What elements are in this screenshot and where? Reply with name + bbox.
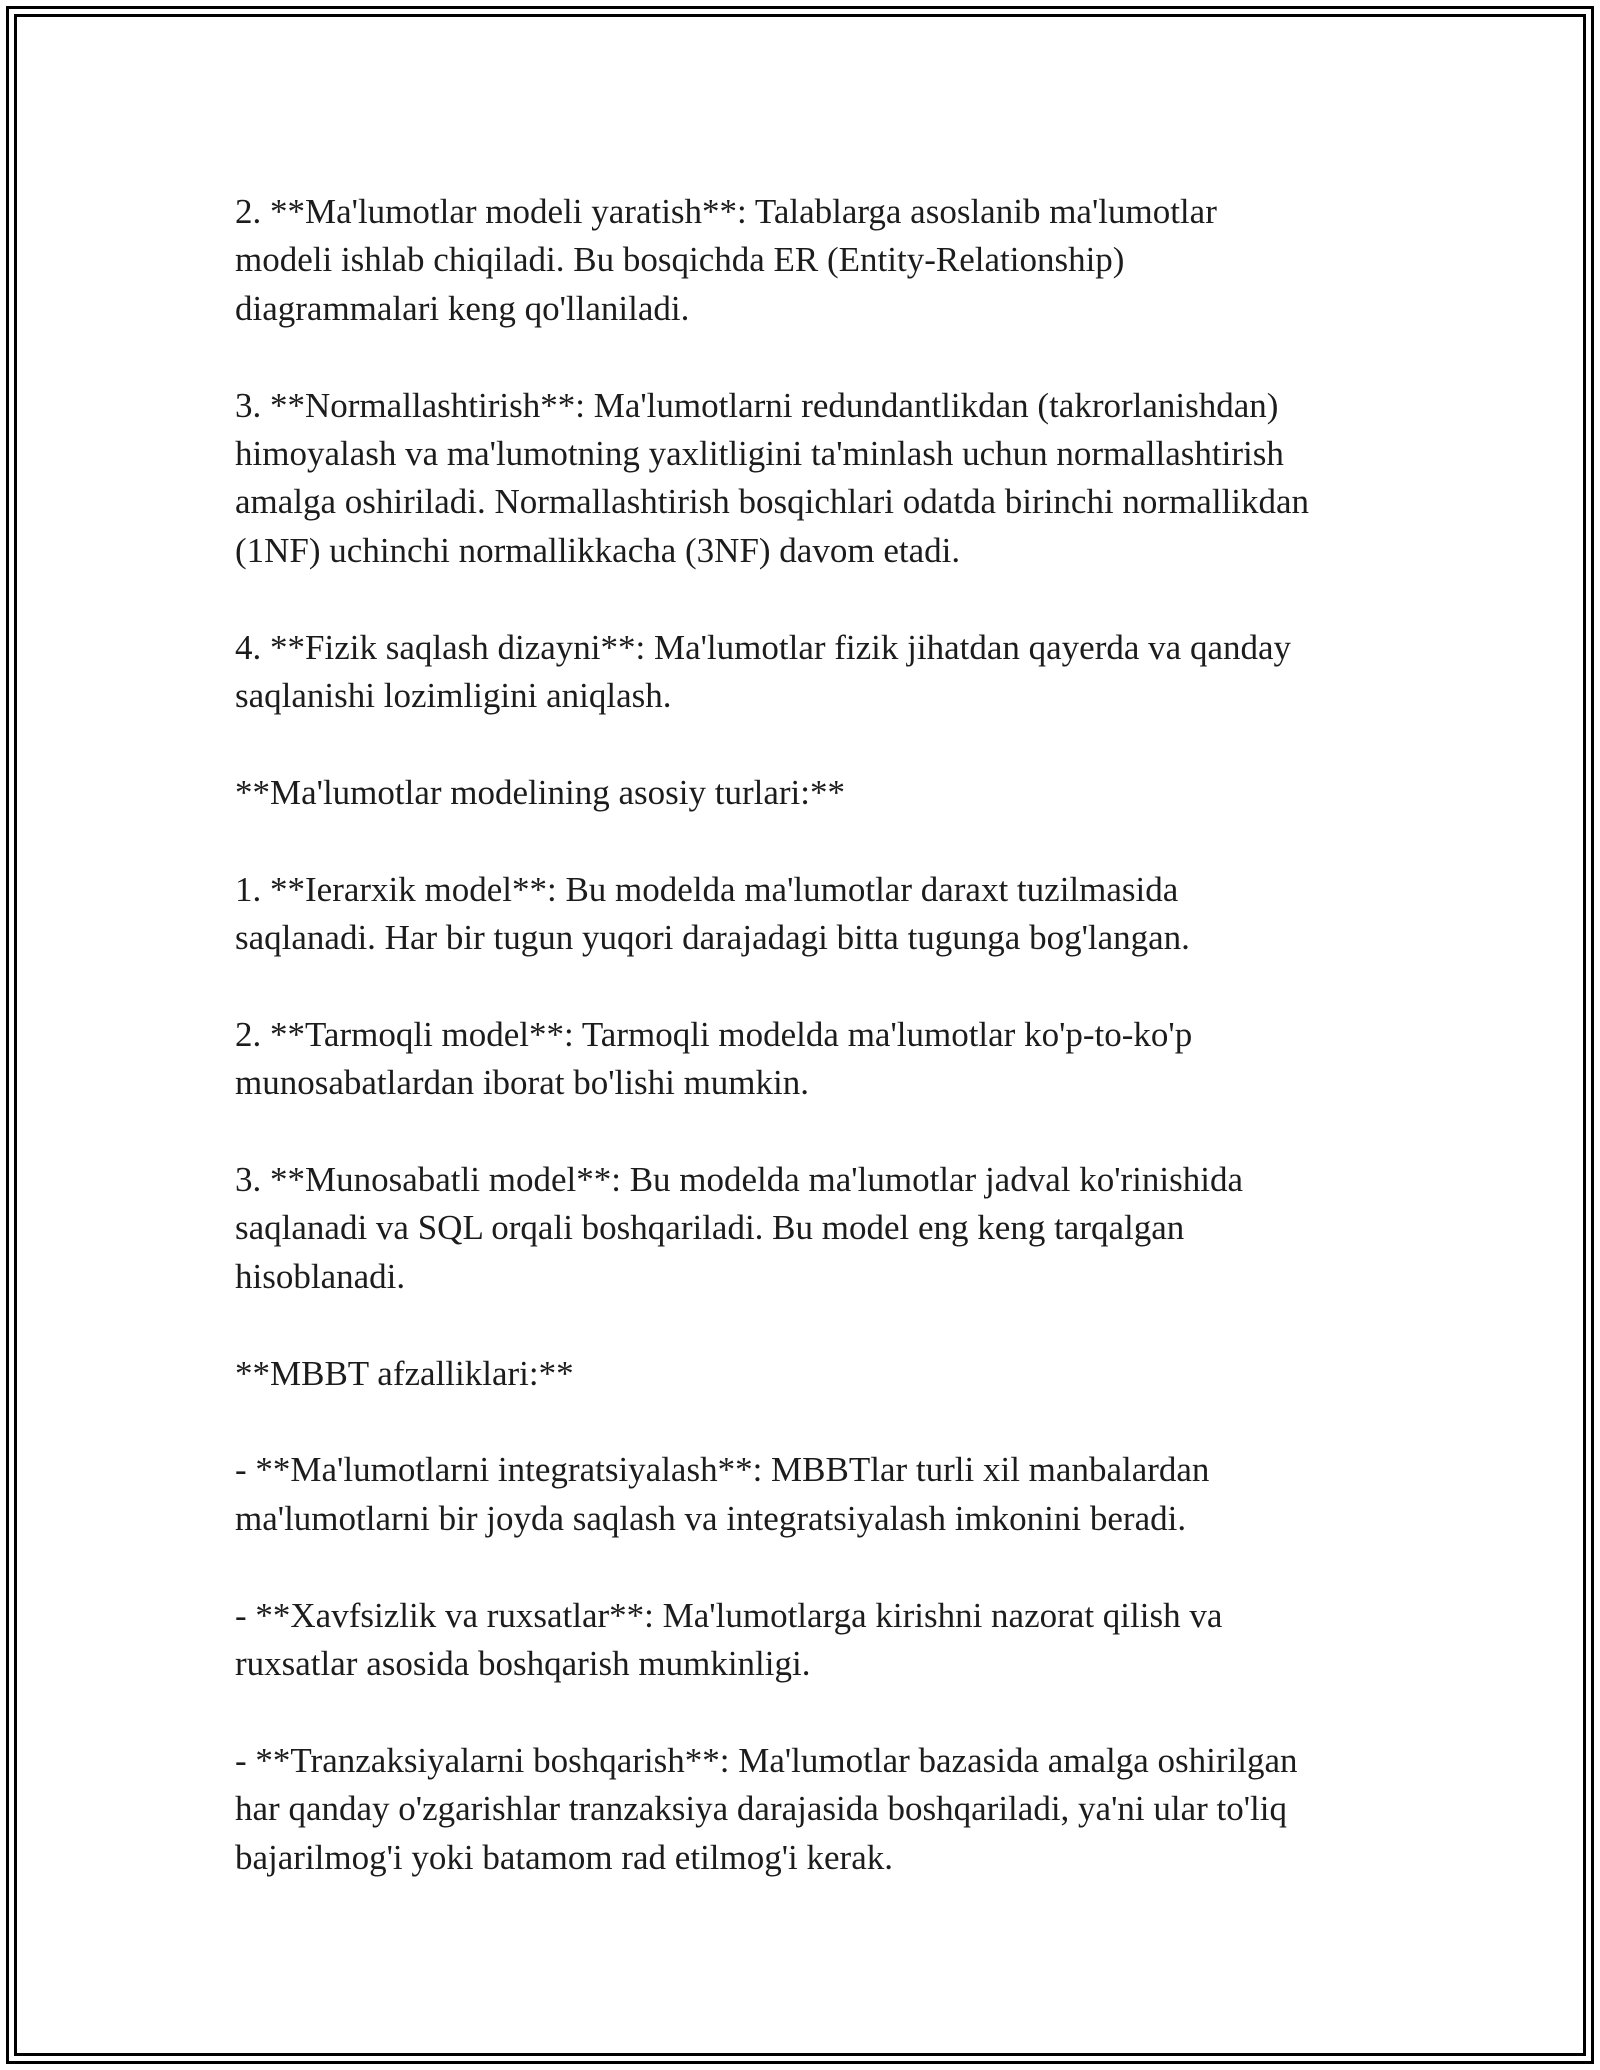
text-line: amalga oshiriladi. Normallashtirish bosqichlari odatda birinchi normallikdan	[235, 482, 1310, 522]
text-line: hisoblanadi.	[235, 1256, 406, 1296]
text-line: munosabatlardan iborat bo'lishi mumkin.	[235, 1063, 809, 1103]
text-line: 1. **Ierarxik model**: Bu modelda ma'lumotlar daraxt tuzilmasida	[235, 869, 1179, 909]
text-line: ruxsatlar asosida boshqarish mumkinligi.	[235, 1644, 811, 1684]
text-line: 2. **Tarmoqli model**: Tarmoqli modelda ma'lumotlar ko'p-to-ko'p	[235, 1014, 1193, 1054]
paragraph-p8	[235, 1350, 1385, 1398]
text-line: saqlanadi. Har bir tugun yuqori darajadagi bitta tugunga bog'langan.	[235, 918, 1190, 958]
text-line: 4. **Fizik saqlash dizayni**: Ma'lumotlar fizik jihatdan qayerda va qanday	[235, 627, 1292, 667]
paragraph-p7	[235, 1156, 1385, 1301]
text-line: modeli ishlab chiqiladi. Bu bosqichda ER (Entity-Relationship)	[235, 240, 1125, 280]
paragraph-p4	[235, 769, 1385, 817]
text-line: 3. **Normallashtirish**: Ma'lumotlarni redundantlikdan (takrorlanishdan)	[235, 385, 1279, 425]
paragraph-p5	[235, 866, 1385, 963]
paragraph-p10	[235, 1592, 1385, 1689]
text-line: 2. **Ma'lumotlar modeli yaratish**: Talablarga asoslanib ma'lumotlar	[235, 192, 1217, 231]
paragraph-p9	[235, 1446, 1385, 1543]
paragraph-p3	[235, 624, 1385, 721]
text-line: saqlanadi va SQL orqali boshqariladi. Bu model eng keng tarqalgan	[235, 1208, 1185, 1248]
text-line: himoyalash va ma'lumotning yaxlitligini ta'minlash uchun normallashtirish	[235, 434, 1284, 474]
text-line: (1NF) uchinchi normallikkacha (3NF) davom etadi.	[235, 530, 961, 570]
text-line: 3. **Munosabatli model**: Bu modelda ma'lumotlar jadval ko'rinishida	[235, 1160, 1244, 1200]
text-line: **MBBT afzalliklari:**	[235, 1353, 574, 1393]
paragraph-p1	[235, 188, 1385, 333]
document-body	[235, 188, 1385, 1882]
text-line: har qanday o'zgarishlar tranzaksiya darajasida boshqariladi, ya'ni ular to'liq	[235, 1789, 1287, 1829]
text-line: bajarilmog'i yoki batamom rad etilmog'i kerak.	[235, 1837, 893, 1877]
text-line: - **Ma'lumotlarni integratsiyalash**: MBBTlar turli xil manbalardan	[235, 1450, 1210, 1490]
text-line: saqlanishi lozimligini aniqlash.	[235, 676, 672, 716]
paragraph-p11	[235, 1737, 1385, 1882]
text-line: **Ma'lumotlar modelining asosiy turlari:**	[235, 772, 845, 812]
text-line: diagrammalari keng qo'llaniladi.	[235, 288, 690, 328]
text-line: ma'lumotlarni bir joyda saqlash va integratsiyalash imkonini beradi.	[235, 1498, 1187, 1538]
text-line: - **Xavfsizlik va ruxsatlar**: Ma'lumotlarga kirishni nazorat qilish va	[235, 1595, 1223, 1635]
text-line: - **Tranzaksiyalarni boshqarish**: Ma'lumotlar bazasida amalga oshirilgan	[235, 1740, 1298, 1780]
paragraph-p6	[235, 1011, 1385, 1108]
paragraph-p2	[235, 382, 1385, 576]
